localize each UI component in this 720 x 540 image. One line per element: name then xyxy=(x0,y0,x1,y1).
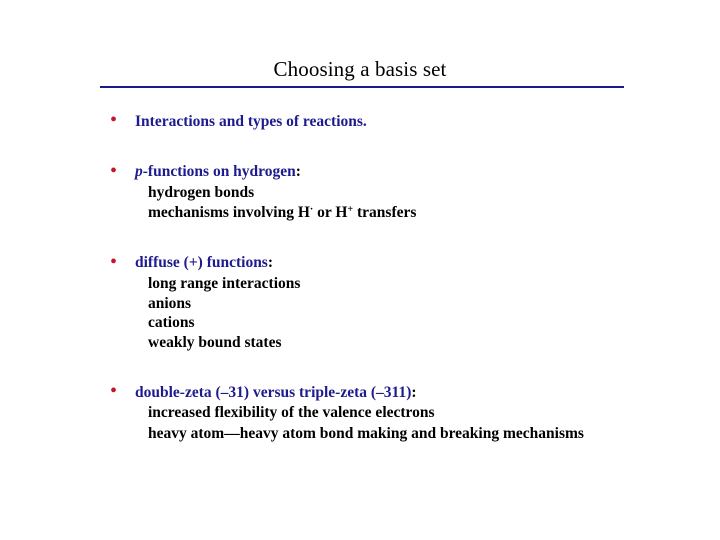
section-4-item-2: heavy atom—heavy atom bond making and breaking mechanisms xyxy=(148,425,584,442)
title-underline xyxy=(100,86,624,88)
bullet-3: • xyxy=(110,251,118,273)
bullet-4: • xyxy=(110,380,118,402)
mechanism-prefix: mechanisms involving H xyxy=(148,204,310,221)
section-4-item-1: increased flexibility of the valence electrons xyxy=(148,404,435,421)
section-3-item-2: anions xyxy=(148,295,192,312)
cation-mark: + xyxy=(347,204,354,215)
bullet-1: • xyxy=(110,109,118,131)
section-3-heading-text: diffuse (+) functions xyxy=(135,254,268,271)
section-2-heading xyxy=(135,163,301,181)
bullet-2: • xyxy=(110,160,118,182)
section-4-heading-text: double-zeta (–31) versus triple-zeta (–311) xyxy=(135,384,412,401)
section-2-heading-italic: p xyxy=(135,163,143,180)
radical-mark: · xyxy=(309,204,314,215)
mechanism-suffix: transfers xyxy=(353,204,417,221)
section-2-item-1: hydrogen bonds xyxy=(148,184,255,201)
section-2-heading-text: -functions on hydrogen xyxy=(142,163,296,180)
section-2-heading-colon: : xyxy=(295,163,301,180)
section-2-item-2 xyxy=(148,204,416,222)
slide-title: Choosing a basis set xyxy=(273,57,447,81)
section-1-heading: Interactions and types of reactions. xyxy=(135,113,367,130)
section-3-item-1: long range interactions xyxy=(148,275,301,292)
section-4-heading-colon: : xyxy=(411,384,417,401)
mechanism-connector: or H xyxy=(313,204,348,221)
section-4-heading xyxy=(135,384,417,402)
section-3-item-4: weakly bound states xyxy=(148,334,282,351)
section-3-heading-colon: : xyxy=(267,254,274,271)
section-3-heading xyxy=(135,254,273,272)
section-3-item-3: cations xyxy=(148,314,195,331)
